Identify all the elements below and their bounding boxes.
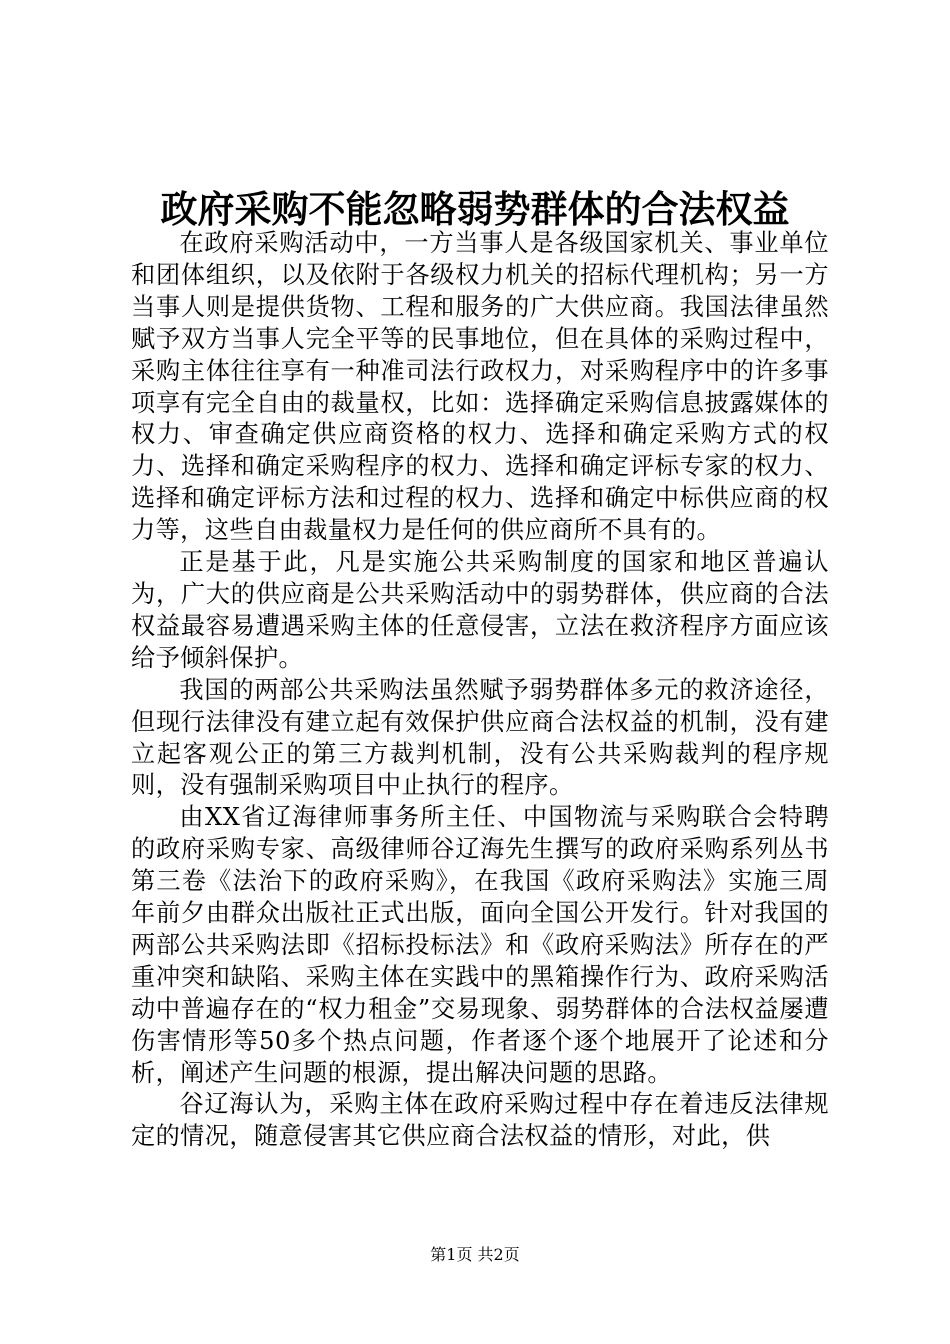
paragraph-5: 谷辽海认为，采购主体在政府采购过程中存在着违反法律规定的情况，随意侵害其它供应商合法权益的情形，对此，供 [131,1090,829,1151]
page-number-footer: 第1页 共2页 [430,1245,520,1264]
document-title: 政府采购不能忽略弱势群体的合法权益 [160,187,790,231]
paragraph-1: 在政府采购活动中，一方当事人是各级国家机关、事业单位和团体组织，以及依附于各级权力机关的招标代理机构；另一方当事人则是提供货物、工程和服务的广大供应商。我国法律虽然赋予双方当事人完全平等的民事地位，但在具体的采购过程中，采购主体往往享有一种准司法行政权力，对采购程序中的许多事项享有完全自由的裁量权，比如：选择确定采购信息披露媒体的权力、审查确定供应商资格的权力、选择和确定采购方式的权力、选择和确定采购程序的权力、选择和确定评标专家的权力、选择和确定评标方法和过程的权力、选择和确定中标供应商的权力等，这些自由裁量权力是任何的供应商所不具有的。 [131,229,829,545]
paragraph-2: 正是基于此，凡是实施公共采购制度的国家和地区普遍认为，广大的供应商是公共采购活动中的弱势群体，供应商的合法权益最容易遭遇采购主体的任意侵害，立法在救济程序方面应该给予倾斜保护。 [131,548,829,672]
paragraph-3: 我国的两部公共采购法虽然赋予弱势群体多元的救济途径，但现行法律没有建立起有效保护供应商合法权益的机制，没有建立起客观公正的第三方裁判机制，没有公共采购裁判的程序规则，没有强制采购项目中止执行的程序。 [131,675,829,800]
paragraph-4: 由XX省辽海律师事务所主任、中国物流与采购联合会特聘的政府采购专家、高级律师谷辽海先生撰写的政府采购系列丛书第三卷《法治下的政府采购》，在我国《政府采购法》实施三周年前夕由群众出版社正式出版，面向全国公开发行。针对我国的两部公共采购法即《招标投标法》和《政府采购法》所存在的严重冲突和缺陷、采购主体在实践中的黑箱操作行为、政府采购活动中普遍存在的“权力租金”交易现象、弱势群体的合法权益屡遭伤害情形等50多个热点问题，作者逐个逐个地展开了论述和分析，阐述产生问题的根源，提出解决问题的思路。 [131,803,829,1087]
document-body [131,228,829,1153]
